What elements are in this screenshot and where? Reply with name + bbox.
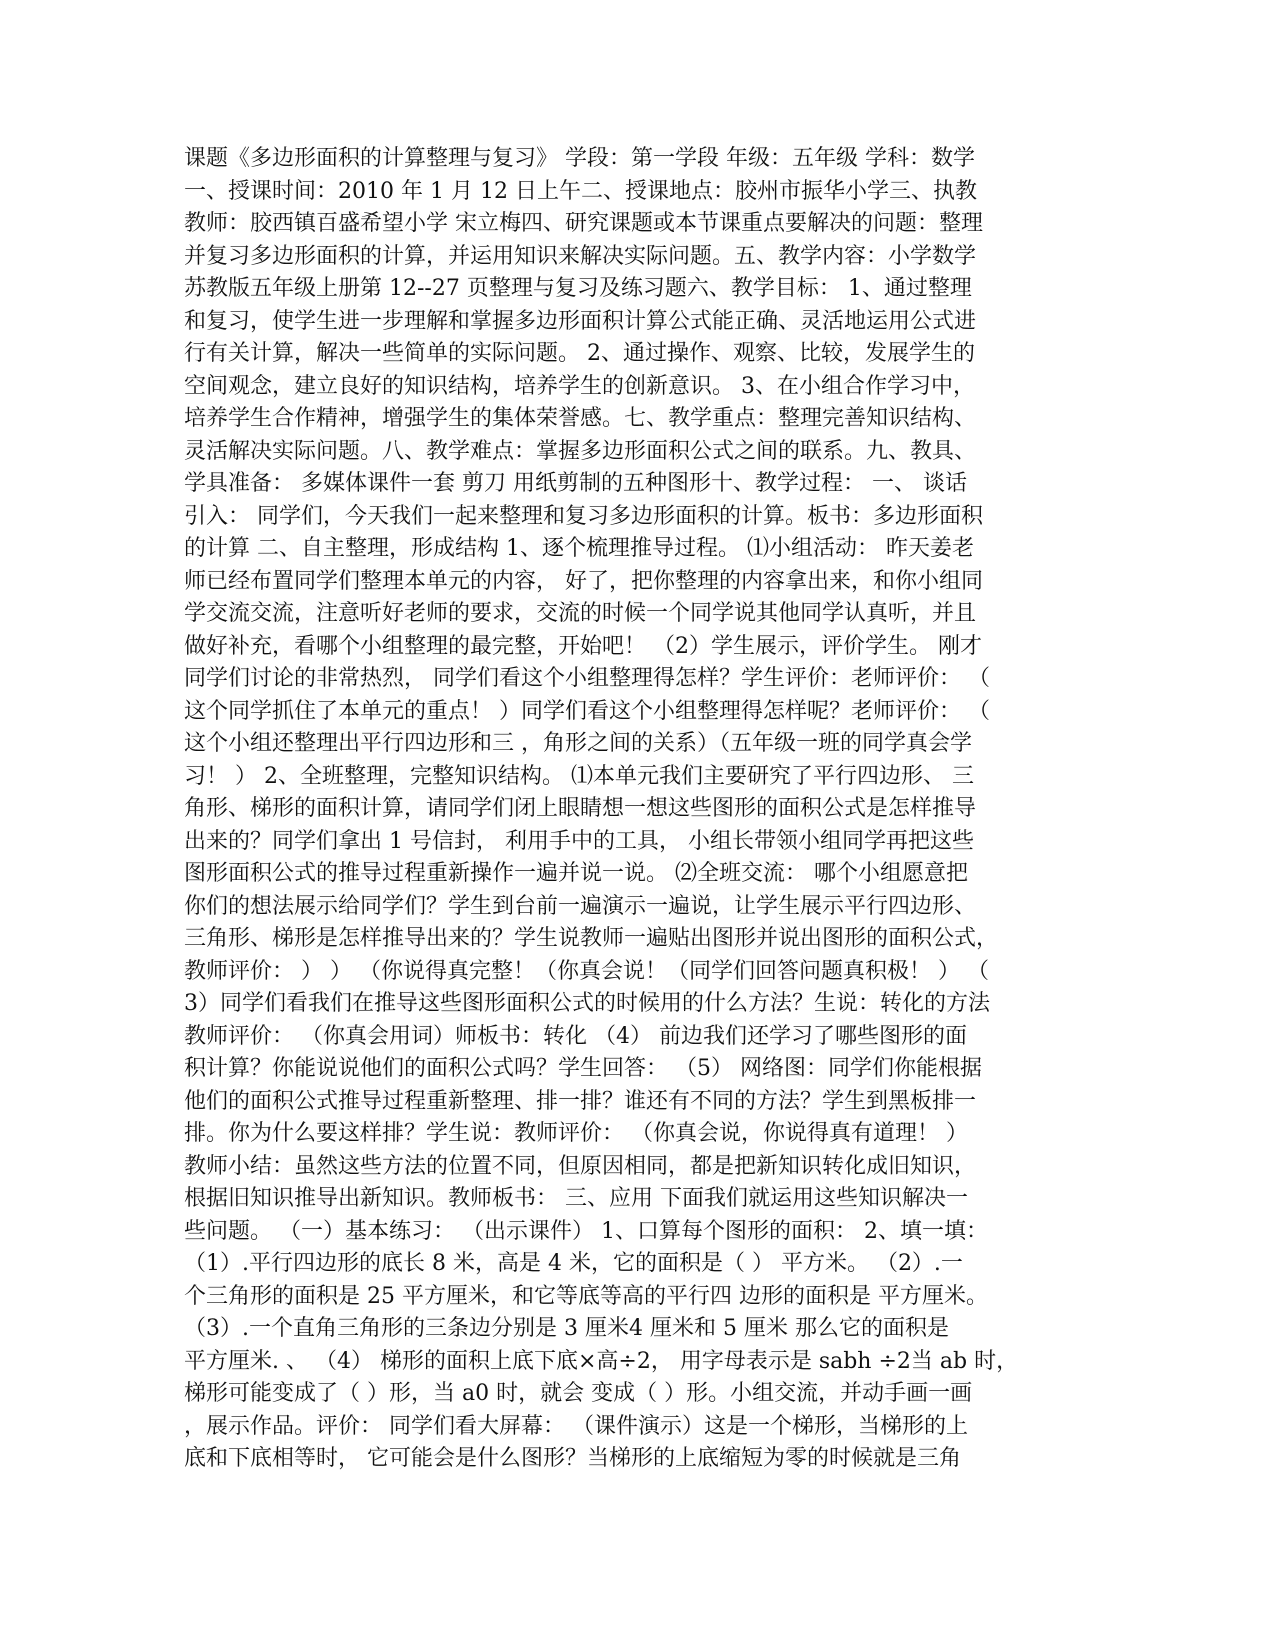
- text-line: （1）.平行四边形的底长 8 米，高是 4 米，它的面积是（ ） 平方米。 （2）.一: [184, 1251, 963, 1276]
- text-line: 同学们讨论的非常热烈， 同学们看这个小组整理得怎样？学生评价：老师评价： （: [184, 666, 990, 691]
- text-line: 的计算 二、自主整理，形成结构 1、逐个梳理推导过程。 ⑴小组活动： 昨天姜老: [184, 536, 974, 561]
- lesson-plan-text: [184, 143, 1084, 1476]
- text-line: 教师评价： ） ） （你说得真完整！（你真会说！（同学们回答问题真积极！ ） （: [184, 958, 989, 984]
- text-line: （3）.一个直角三角形的三条边分别是 3 厘米4 厘米和 5 厘米 那么它的面积是: [184, 1316, 949, 1341]
- text-line: 教师评价： （你真会用词）师板书：转化 （4） 前边我们还学习了哪些图形的面: [184, 1023, 967, 1049]
- text-line: 灵活解决实际问题。八、教学难点：掌握多边形面积公式之间的联系。九、教具、: [184, 438, 977, 464]
- text-line: ，展示作品。评价： 同学们看大屏幕： （课件演示）这是一个梯形，当梯形的上: [184, 1413, 968, 1439]
- text-line: 梯形可能变成了（ ）形，当 a0 时，就会 变成（ ）形。小组交流，并动手画一画: [184, 1381, 973, 1406]
- text-line: 平方厘米. 、 （4） 梯形的面积上底下底×高÷2， 用字母表示是 sabh ÷2当 ab 时，: [184, 1348, 1019, 1374]
- text-line: 习！ ） 2、全班整理，完整知识结构。 ⑴本单元我们主要研究了平行四边形、 三: [184, 763, 974, 789]
- text-line: 做好补充，看哪个小组整理的最完整，开始吧！ （2）学生展示，评价学生。 刚才: [184, 633, 982, 659]
- text-line: 底和下底相等时， 它可能会是什么图形？当梯形的上底缩短为零的时候就是三角: [184, 1446, 961, 1471]
- text-line: 这个小组还整理出平行四边形和三 ，角形之间的关系）（五年级一班的同学真会学: [184, 731, 972, 756]
- text-line: 些问题。 （一）基本练习： （出示课件） 1、口算每个图形的面积： 2、填一填：: [184, 1218, 988, 1244]
- text-line: 你们的想法展示给同学们？学生到台前一遍演示一遍说，让学生展示平行四边形、: [184, 893, 977, 919]
- text-line: 图形面积公式的推导过程重新操作一遍并说一说。 ⑵全班交流： 哪个小组愿意把: [184, 861, 968, 886]
- text-line: 课题《多边形面积的计算整理与复习》 学段：第一学段 年级：五年级 学科：数学: [184, 146, 975, 171]
- text-line: 苏教版五年级上册第 12--27 页整理与复习及练习题六、教学目标： 1、通过整理: [184, 276, 972, 301]
- text-line: 师已经布置同学们整理本单元的内容， 好了，把你整理的内容拿出来，和你小组同: [184, 568, 983, 594]
- text-line: 这个同学抓住了本单元的重点！ ）同学们看这个小组整理得怎样呢？老师评价： （: [184, 698, 990, 724]
- text-line: 教师：胶西镇百盛希望小学 宋立梅四、研究课题或本节课重点要解决的问题：整理: [184, 211, 983, 236]
- text-line: 3）同学们看我们在推导这些图形面积公式的时候用的什么方法？生说：转化的方法: [184, 991, 990, 1016]
- text-line: 根据旧知识推导出新知识。教师板书： 三、应用 下面我们就运用这些知识解决一: [184, 1186, 968, 1211]
- text-line: 并复习多边形面积的计算，并运用知识来解决实际问题。五、教学内容：小学数学: [184, 243, 977, 269]
- text-line: 学交流交流，注意听好老师的要求，交流的时候一个同学说其他同学认真听，并且: [184, 601, 977, 626]
- text-line: 三角形、梯形是怎样推导出来的？学生说教师一遍贴出图形并说出图形的面积公式，: [184, 926, 999, 951]
- text-line: 教师小结：虽然这些方法的位置不同，但原因相同，都是把新知识转化成旧知识，: [184, 1153, 977, 1179]
- text-line: 学具准备： 多媒体课件一套 剪刀 用纸剪制的五种图形十、教学过程： 一、 谈话: [184, 471, 967, 496]
- text-line: 积计算？你能说说他们的面积公式吗？学生回答： （5） 网络图：同学们你能根据: [184, 1056, 982, 1081]
- text-line: 空间观念，建立良好的知识结构，培养学生的创新意识。 3、在小组合作学习中，: [184, 373, 975, 399]
- text-line: 出来的？同学们拿出 1 号信封， 利用手中的工具， 小组长带领小组同学再把这些: [184, 828, 974, 854]
- text-line: 和复习，使学生进一步理解和掌握多边形面积计算公式能正确、灵活地运用公式进: [184, 308, 977, 334]
- text-line: 引入： 同学们，今天我们一起来整理和复习多边形面积的计算。板书：多边形面积: [184, 503, 983, 529]
- text-line: 行有关计算，解决一些简单的实际问题。 2、通过操作、观察、比较，发展学生的: [184, 341, 975, 366]
- text-line: 排。你为什么要这样排？学生说：教师评价： （你真会说，你说得真有道理！ ）: [184, 1121, 968, 1146]
- text-line: 一、授课时间：2010 年 1 月 12 日上午二、授课地点：胶州市振华小学三、执教: [184, 178, 977, 204]
- text-line: 角形、梯形的面积计算，请同学们闭上眼睛想一想这些图形的面积公式是怎样推导: [184, 796, 977, 821]
- text-line: 培养学生合作精神，增强学生的集体荣誉感。七、教学重点：整理完善知识结构、: [184, 406, 977, 431]
- text-line: 他们的面积公式推导过程重新整理、排一排？谁还有不同的方法？学生到黑板排一: [184, 1088, 977, 1114]
- text-line: 个三角形的面积是 25 平方厘米，和它等底等高的平行四 边形的面积是 平方厘米。: [184, 1283, 988, 1309]
